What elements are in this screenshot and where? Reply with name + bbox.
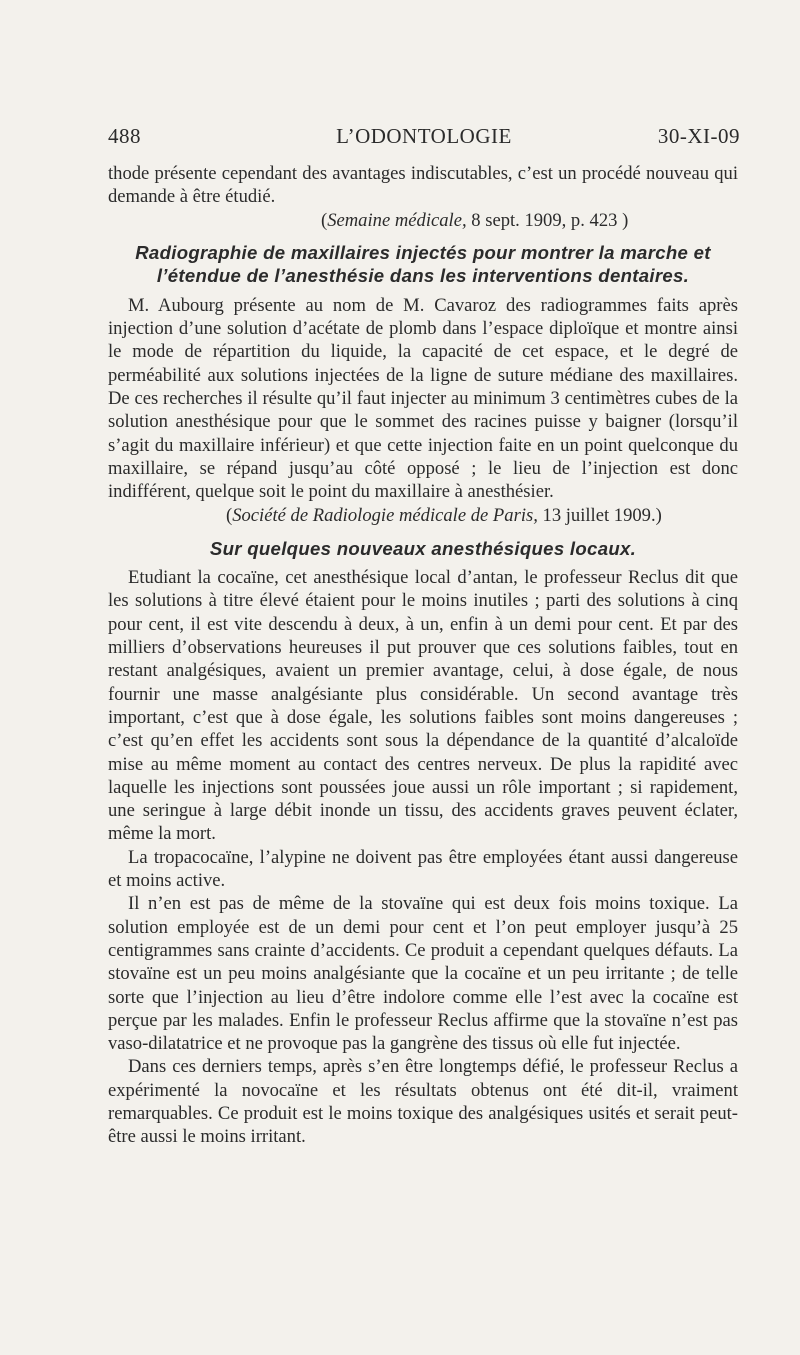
continuation-paragraph: thode présente cependant des avantages indiscutables, c’est un procédé nouveau qui demande à être étudié. (108, 163, 738, 208)
page-number: 488 (108, 124, 141, 148)
paragraph-tropacocaine: La tropacocaïne, l’alypine ne doivent pas être employées étant aussi dangereuse et moins active. (108, 846, 738, 892)
source-citation-1 (108, 209, 738, 232)
paragraph-cocaine: Etudiant la cocaïne, cet anesthésique local d’antan, le professeur Reclus dit que les solutions à titre élevé étaient pour le moins inutiles ; parti des solutions à cinq pour cent, il est vite descendu à deux, à un, enfin à un demi pour cent. Et par des milliers d’observations heureuses il put prouver que ces solutions faibles, tout en restant analgésiques, avaient un premier avantage, celui, à dose égale, de nous fournir une masse analgésiante plus considérable. Un second avantage très important, c’est que à dose égale, les solutions faibles sont moins dangereuses ; c’est qu’en effet les accidents sont sous la dépendance de la quantité d’alcaloïde mise au même moment au contact des centres nerveux. De plus la rapidité avec laquelle les injections sont poussées joue aussi un rôle important ; si rapidement, une seringue à large débit inonde un tissu, des accidents graves peuvent éclater, même la mort. (108, 567, 738, 845)
paragraph-stovaine: Il n’en est pas de même de la stovaïne qui est deux fois moins toxique. La solution employée est de un demi pour cent et l’on peut employer jusqu’à 25 centigrammes sans crainte d’accidents. Ce produit a cependant quelques défauts. La stovaïne est un peu moins analgésiante que la cocaïne et un peu irritante ; de telle sorte que l’injection au lieu d’être indolore comme elle l’est avec la cocaïne est perçue par les malades. Enfin le professeur Reclus affirme que la stovaïne n’est pas vaso-dilatatrice et ne provoque pas la gangrène des tissus où elle fut injectée. (108, 893, 738, 1055)
paragraph-aubourg: M. Aubourg présente au nom de M. Cavaroz des radiogrammes faits après injection d’une solution d’acétate de plomb dans l’espace diploïque et montre ainsi le mode de répartition du liquide, la capacité de cet espace, et le degré de perméabilité aux solutions injectées de la ligne de suture médiane des maxillaires. De ces recherches il résulte qu’il faut injecter au minimum 3 centimètres cubes de la solution anesthésique pour que le sommet des racines puisse y baigner (lorsqu’il s’agit du maxillaire inférieur) et que cette injection faite en un point quelconque du maxillaire, se répand jusqu’au côté opposé ; le lieu de l’injection est donc indifférent, quelque soit le point du maxillaire à anesthésier. (108, 294, 738, 503)
source-citation-2 (108, 504, 738, 527)
citation-open: ( (321, 209, 328, 231)
citation-society: Société de Radiologie médicale de Paris, (232, 504, 538, 526)
issue-date: 30-XI-09 (657, 124, 740, 148)
citation-open: ( (226, 504, 233, 526)
article-body (108, 162, 738, 1149)
section-heading-radiographie: Radiographie de maxillaires injectés pour montrer la marche et l’étendue de l’anesthésie dans les interventions dentaires. (135, 241, 711, 286)
journal-title: L’ODONTOLOGIE (336, 124, 512, 148)
citation-journal: Semaine médicale, (327, 209, 467, 231)
citation-detail: 13 juillet 1909.) (537, 504, 662, 526)
section-heading-anesthesiques: Sur quelques nouveaux anesthésiques locaux. (209, 537, 637, 559)
citation-detail: 8 sept. 1909, p. 423 ) (466, 209, 629, 231)
paragraph-novocaine: Dans ces derniers temps, après s’en être longtemps défié, le professeur Reclus a expérimenté la novocaïne et les résultats obtenus ont été dit-il, vraiment remarquables. Ce produit est le moins toxique des analgésiques usités et serait peut-être aussi le moins irritant. (108, 1056, 738, 1148)
